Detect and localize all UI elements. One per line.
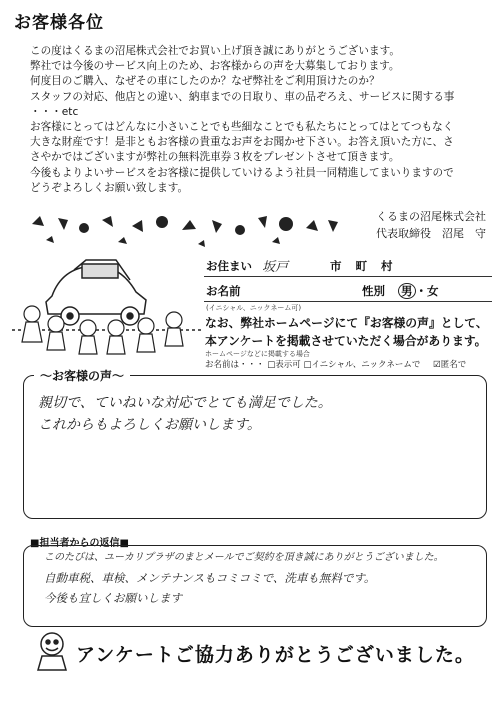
gender-separator: ・ (415, 284, 427, 298)
intro-line: 大きな財産です！是非ともお客様の貴重なお声をお聞かせ下さい。お答え頂いた方に、さ (30, 136, 454, 149)
leaf-icon (156, 216, 168, 228)
leaf-icon (79, 223, 89, 233)
intro-text (30, 44, 492, 196)
leaf-icon (272, 237, 280, 244)
leaf-icon (182, 220, 196, 230)
intro-line: この度はくるまの沼尾株式会社でお買い上げ頂き誠にありがとうございます。 (30, 45, 400, 57)
voice-label: ～お客様の声～ (34, 367, 130, 384)
privacy-hint: ホームページなどに掲載する場合 (205, 350, 310, 358)
reply-line: 自動車税、車検、メンテナンスもコミコミで、洗車も無料です。 (44, 571, 376, 585)
mascot-icon (30, 628, 74, 672)
reply-line: このたびは、ユーカリプラザのまとメールでご契約を頂き誠にありがとうございました。 (44, 552, 444, 563)
gender-label: 性別 (362, 284, 385, 298)
leaf-icon (258, 216, 267, 228)
privacy-option-anonymous[interactable]: ☑匿名で (433, 360, 467, 370)
address-suffix: 市 町 村 (330, 259, 393, 273)
page-title: お客様各位 (14, 13, 104, 33)
intro-line: お客様にとってはどんなに小さいことでも些細なことでも私たちにとってはとてつもなく (30, 121, 454, 134)
leaf-icon (32, 216, 44, 226)
company-name: くるまの沼尾株式会社 (376, 210, 486, 223)
privacy-option-display[interactable]: □表示可 (267, 360, 301, 370)
intro-line: 弊社では今後のサービス向上のため、お客様からの声を大募集しております。 (30, 60, 400, 73)
intro-line: スタッフの対応、他店との違い、納車までの日取り、車の品ぞろえ、サービスに関する事 (30, 90, 455, 103)
leaf-icon (328, 220, 338, 232)
gender-male-circled[interactable]: 男 (398, 283, 416, 299)
intro-line: 今後もよりよいサービスをお客様に提供していけるよう社員一同精進してまいりますので (30, 166, 454, 179)
name-label: お名前 (206, 284, 241, 298)
reply-line: 今後も宜しくお願いします (44, 591, 182, 605)
privacy-option-initial[interactable]: □イニシャル、ニックネームで (303, 360, 421, 370)
note-line-1: なお、弊社ホームページにて『お客様の声』として、 (205, 316, 488, 330)
leaf-icon (102, 216, 113, 227)
leaf-icon (212, 220, 222, 233)
voice-line: 親切で、ていねいな対応でとても満足でした。 (38, 395, 332, 411)
gender-female[interactable]: 女 (427, 284, 439, 298)
leaf-icon (132, 220, 143, 232)
leaf-icon (235, 225, 245, 235)
reply-label: ■担当者からの返信■ (30, 538, 129, 549)
leaf-icon (279, 217, 293, 231)
reply-handwriting (44, 548, 444, 608)
name-hint: (イニシャル、ニックネーム可) (206, 304, 302, 312)
voice-handwriting (38, 392, 332, 436)
leaf-icon (198, 240, 205, 247)
intro-line: どうぞよろしくお願い致します。 (30, 181, 189, 194)
voice-line: これからもよろしくお願いします。 (38, 417, 261, 433)
intro-line: さやかではございますが弊社の無料洗車券３枚をプレゼントさせて頂きます。 (30, 151, 400, 164)
privacy-options (205, 358, 466, 370)
address-label: お住まい (206, 259, 252, 273)
leaves-decoration (22, 210, 352, 250)
leaf-icon (58, 218, 68, 230)
thanks-message: アンケートご協力ありがとうございました。 (76, 644, 475, 666)
name-underline (204, 301, 492, 302)
address-underline (204, 276, 492, 277)
car-kids-illustration (12, 248, 202, 360)
intro-line: 何度目のご購入、なぜその車にしたのか？なぜ弊社をご利用頂けたのか？ (30, 75, 380, 88)
company-representative: 代表取締役 沼尾 守 (376, 227, 486, 240)
company-signature (376, 208, 486, 242)
leaf-icon (46, 236, 54, 243)
leaf-icon (118, 237, 127, 244)
intro-line: ・・・etc (30, 105, 79, 118)
privacy-prefix: お名前は・・・ (205, 360, 265, 370)
leaf-icon (306, 220, 318, 231)
address-value[interactable]: 坂戸 (262, 260, 289, 275)
note-line-2: 本アンケートを掲載させていただく場合があります。 (205, 334, 487, 348)
gender-options[interactable] (398, 283, 439, 301)
